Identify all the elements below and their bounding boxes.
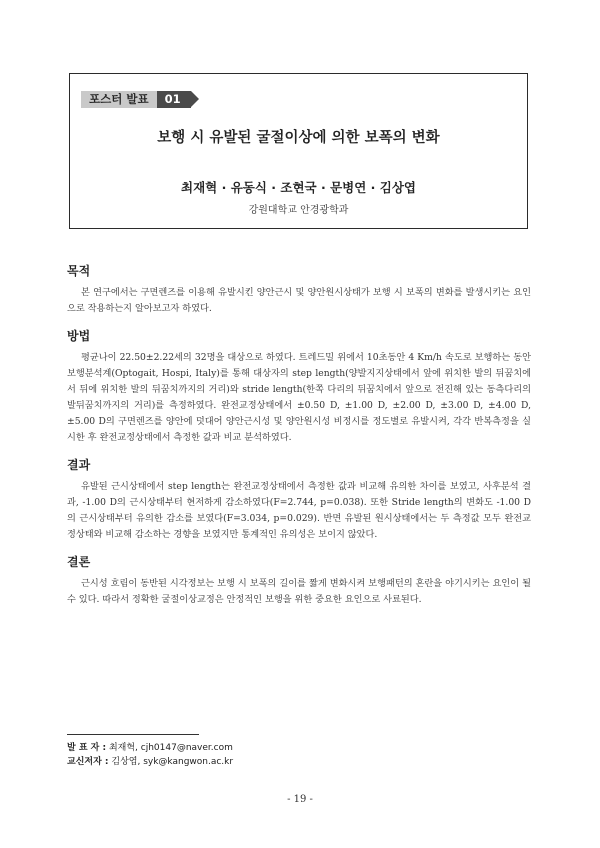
section-paragraph: 근시성 흐림이 동반된 시각정보는 보행 시 보폭의 길이를 짧게 변화시켜 보행패턴의 혼란을 야기시키는 요인이 될 수 있다. 따라서 정확한 굴절이상교정은 안정적인 보행을 위한 중요한 요인으로 사료된다. <box>67 578 531 605</box>
author-list: 최재혁 · 유동식 · 조현국 · 문병연 · 김상엽 <box>181 180 416 195</box>
footnotes <box>67 741 233 769</box>
poster-badge <box>81 91 191 108</box>
section-paragraph: 본 연구에서는 구면렌즈를 이용해 유발시킨 양안근시 및 양안원시상태가 보행 시 보폭의 변화를 발생시키는 요인으로 작용하는지 알아보고자 하였다. <box>67 287 531 314</box>
section-purpose <box>67 262 531 317</box>
corresponding-note <box>67 755 233 769</box>
section-conclusion <box>67 553 531 608</box>
article-body <box>67 262 531 618</box>
section-heading: 결과 <box>67 458 91 472</box>
section-heading: 결론 <box>67 555 91 569</box>
presenter-contact: 최재혁, cjh0147@naver.com <box>108 743 233 753</box>
section-paragraph: 유발된 근시상태에서 step length는 완전교정상태에서 측정한 값과 비교해 유의한 차이를 보였고, 사후분석 결과, -1.00 D의 근시상태부터 현저하게 감소하였다(F=2.744, p=0.038). 또한 Stride length의 변화도 -1.00 D의 근시상태부터 유의한 감소를 보였다(F=3.034, p=0.029). 반면 유발된 원시상태에서는 두 측정값 모두 완전교정상태와 비교해 감소하는 경향을 보였지만 통계적인 유의성은 보이지 않았다. <box>67 481 531 540</box>
article-title: 보행 시 유발된 굴절이상에 의한 보폭의 변화 <box>157 130 440 146</box>
section-results <box>67 456 531 543</box>
article-header <box>69 73 528 229</box>
page-number: - 19 - <box>287 794 313 805</box>
badge-label: 포스터 발표 <box>81 91 157 108</box>
presenter-label: 발 표 자 : <box>67 743 107 753</box>
section-methods <box>67 327 531 446</box>
affiliation: 강원대학교 안경광학과 <box>248 205 349 216</box>
section-heading: 목적 <box>67 264 91 278</box>
presenter-note <box>67 741 233 755</box>
corresponding-label: 교신저자 : <box>67 757 109 767</box>
section-heading: 방법 <box>67 329 91 343</box>
footnote-divider <box>67 734 199 735</box>
section-paragraph: 평균나이 22.50±2.22세의 32명을 대상으로 하였다. 트레드밀 위에서 10초동안 4 Km/h 속도로 보행하는 동안 보행분석계(Optogait, Hospi, Italy)를 통해 대상자의 step length(양발지지상태에서 앞에 위치한 발의 뒤꿈치에서 뒤에 위치한 발의 뒤꿈치까지의 거리)와 stride length(한쪽 다리의 뒤꿈치에서 앞으로 전진해 있는 동측다리의 발뒤꿈치까지의 거리)를 측정하였다. 완전교정상태에서 ±0.50 D, ±1.00 D, ±2.00 D, ±3.00 D, ±4.00 D, ±5.00 D의 구면렌즈를 양안에 덧대어 양안근시성 및 양안원시성 비정시를 정도별로 유발시켜, 각각 반복측정을 실시한 후 완전교정상태에서 측정한 값과 비교 분석하였다. <box>67 352 531 443</box>
badge-number: 01 <box>157 91 191 108</box>
corresponding-contact: 김상엽, syk@kangwon.ac.kr <box>111 757 234 767</box>
